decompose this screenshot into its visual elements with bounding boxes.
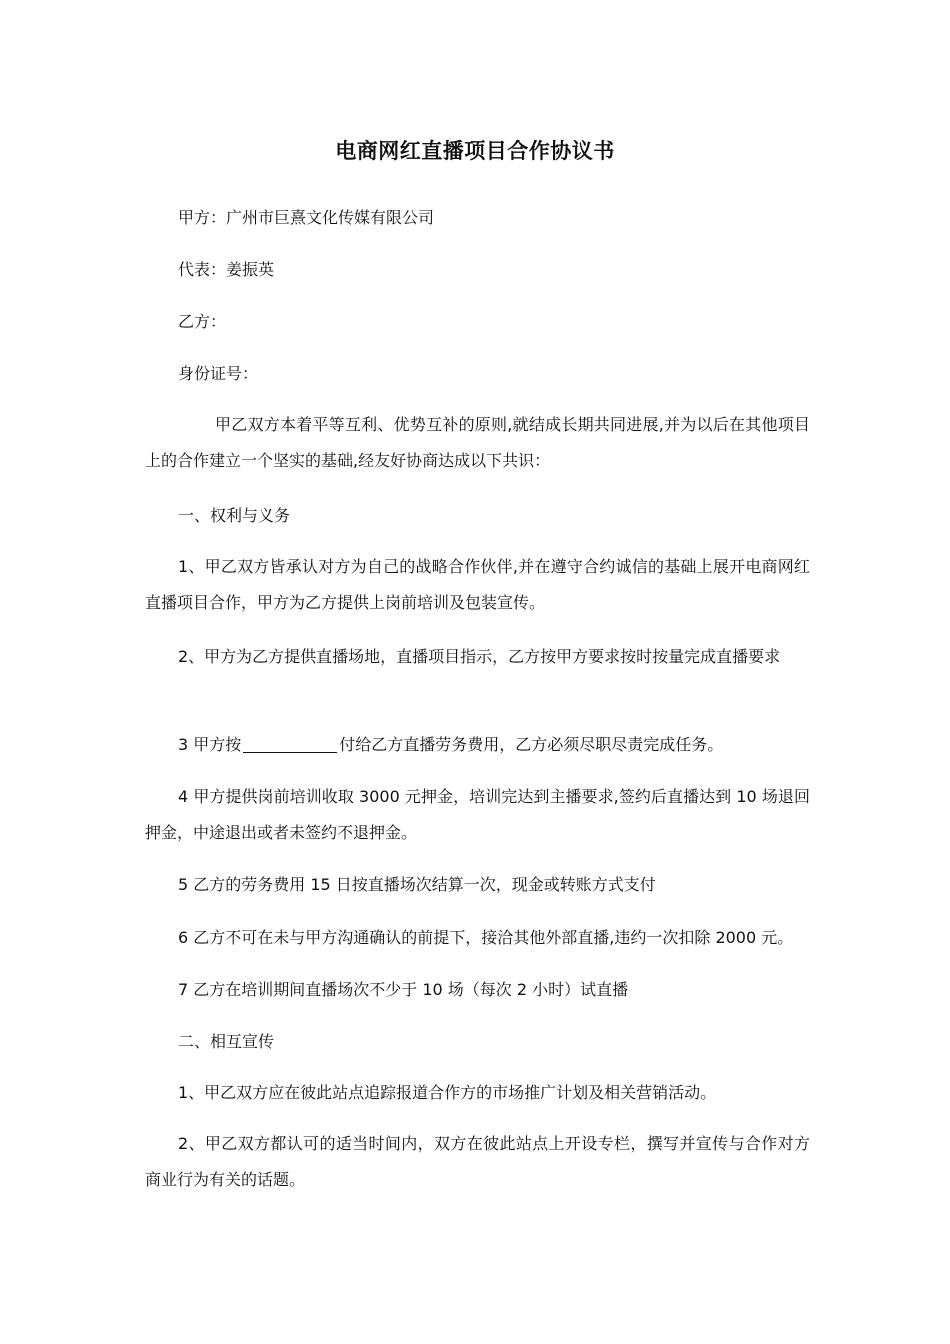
clause-1-3-before: 3 甲方按 bbox=[178, 735, 242, 754]
clause-2-2: 2、甲乙双方都认可的适当时间内，双方在彼此站点上开设专栏，撰写并宣传与合作对方商业行为有关的话题。 bbox=[145, 1134, 810, 1189]
clause-1-5: 5 乙方的劳务费用 15 日按直播场次结算一次，现金或转账方式支付 bbox=[178, 875, 656, 894]
section1-heading: 一、权利与义务 bbox=[178, 506, 291, 525]
clause-1-3-after: 付给乙方直播劳务费用，乙方必须尽职尽责完成任务。 bbox=[339, 735, 724, 754]
id-number-line: 身份证号： bbox=[178, 364, 259, 383]
party-a-line: 甲方：广州市巨熹文化传媒有限公司 bbox=[178, 208, 435, 227]
clause-1-1: 1、甲乙双方皆承认对方为自己的战略合作伙伴,并在遵守合约诚信的基础上展开电商网红直播项目合作，甲方为乙方提供上岗前培训及包装宣传。 bbox=[145, 557, 810, 612]
representative-line: 代表：姜振英 bbox=[178, 260, 275, 279]
clause-1-3 bbox=[178, 734, 723, 756]
clause-1-2: 2、甲方为乙方提供直播场地，直播项目指示，乙方按甲方要求按时按量完成直播要求 bbox=[178, 647, 781, 666]
clause-1-6: 6 乙方不可在未与甲方沟通确认的前提下，接洽其他外部直播,违约一次扣除 2000 元。 bbox=[178, 928, 794, 947]
clause-2-1: 1、甲乙双方应在彼此站点追踪报道合作方的市场推广计划及相关营销活动。 bbox=[178, 1083, 717, 1102]
intro-paragraph: 甲乙双方本着平等互利、优势互补的原则,就结成长期共同进展,并为以后在其他项目上的合作建立一个坚实的基础,经友好协商达成以下共识： bbox=[145, 415, 810, 470]
clause-1-7: 7 乙方在培训期间直播场次不少于 10 场（每次 2 小时）试直播 bbox=[178, 980, 629, 999]
payment-terms-blank bbox=[243, 734, 337, 753]
party-b-line: 乙方： bbox=[178, 312, 227, 331]
clause-1-4: 4 甲方提供岗前培训收取 3000 元押金，培训完达到主播要求,签约后直播达到 10 场退回押金，中途退出或者未签约不退押金。 bbox=[145, 787, 810, 842]
document-title: 电商网红直播项目合作协议书 bbox=[335, 139, 615, 163]
section2-heading: 二、相互宣传 bbox=[178, 1032, 275, 1051]
